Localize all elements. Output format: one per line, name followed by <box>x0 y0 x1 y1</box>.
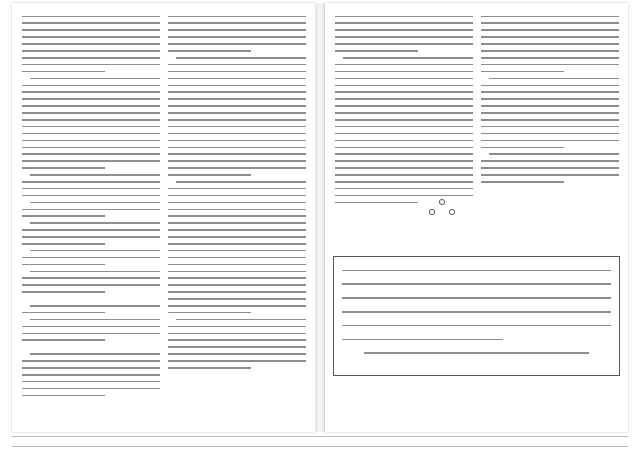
decorative-dot <box>439 199 445 205</box>
notice-lines <box>342 267 611 357</box>
text-lines <box>22 13 160 399</box>
book-gutter <box>315 3 325 432</box>
bottom-rule <box>12 436 628 437</box>
text-lines <box>335 13 473 206</box>
right-page-column-1 <box>335 13 473 206</box>
text-lines <box>168 13 306 371</box>
left-page-column-1 <box>22 13 160 399</box>
bottom-rule <box>12 446 628 447</box>
text-lines <box>481 13 619 185</box>
decorative-dot <box>449 209 455 215</box>
notice-box <box>333 256 620 376</box>
decorative-dot <box>429 209 435 215</box>
right-page <box>325 3 628 432</box>
right-page-column-2 <box>481 13 619 185</box>
left-page <box>12 3 315 432</box>
left-page-column-2 <box>168 13 306 371</box>
